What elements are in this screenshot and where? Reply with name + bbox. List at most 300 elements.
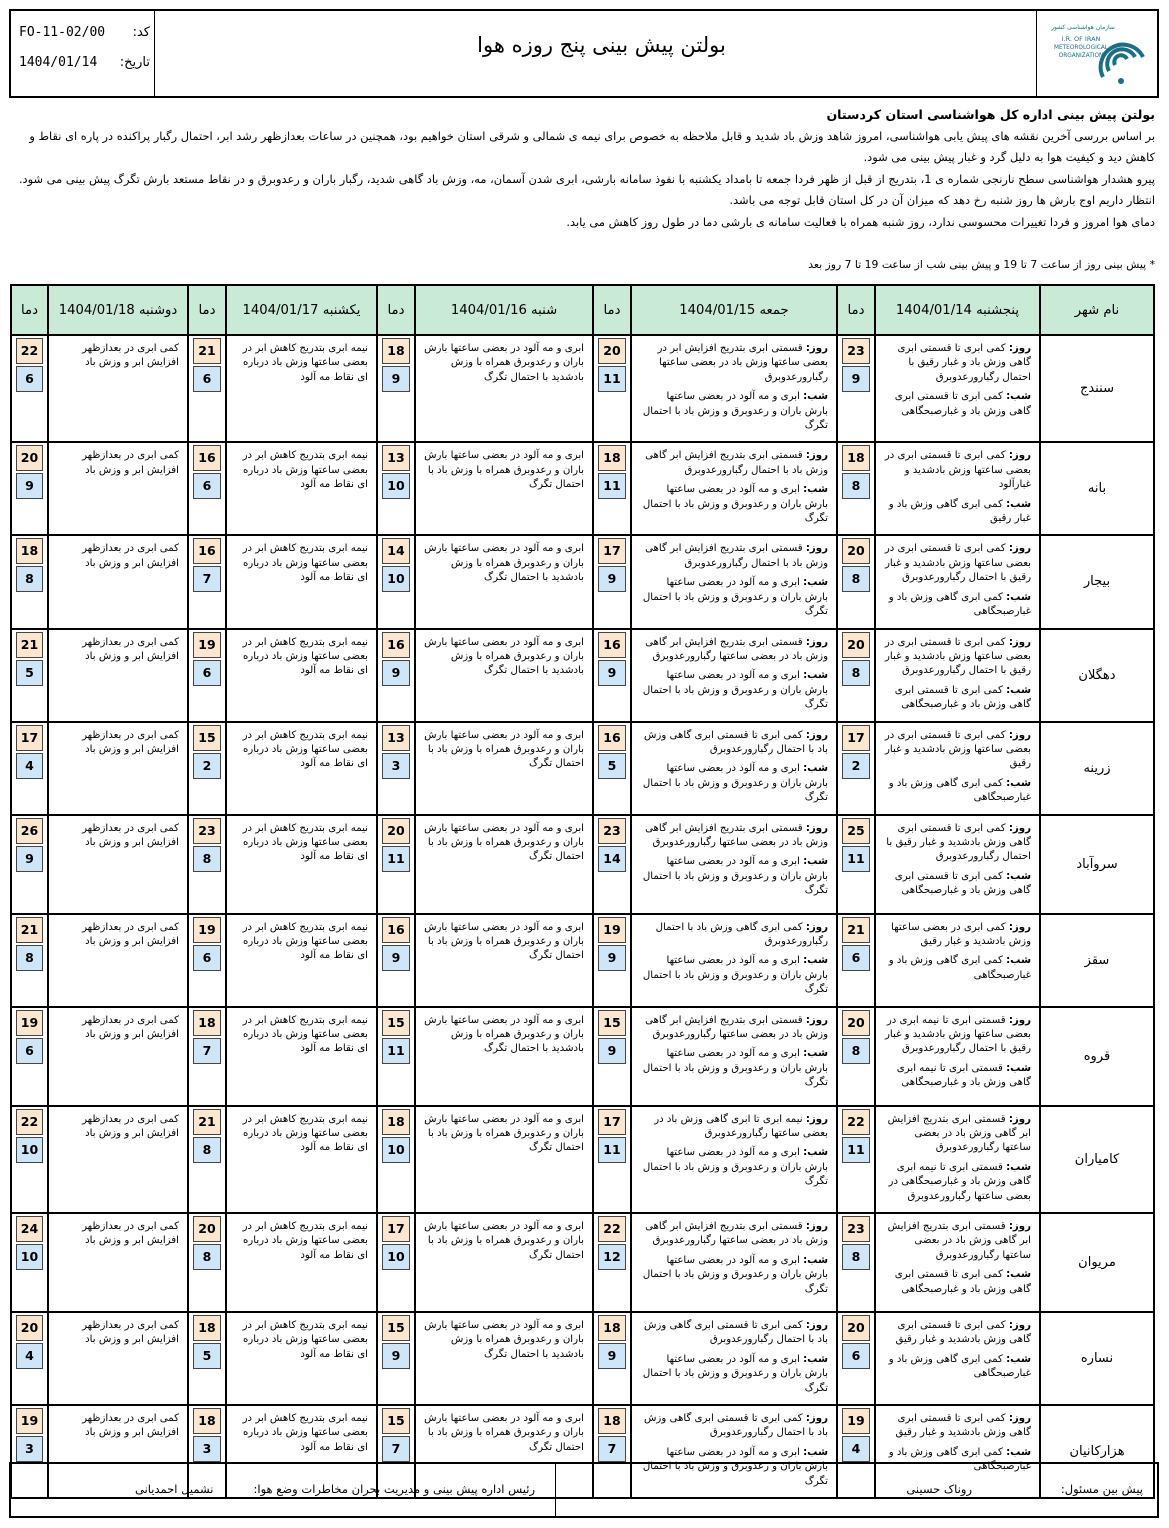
- max-temp: 18: [16, 538, 43, 564]
- svg-text:I.R. OF IRAN: I.R. OF IRAN: [1061, 35, 1101, 43]
- night-forecast-text: کمی ابری گاهی وزش باد و غبارصبحگاهی: [888, 1446, 1031, 1473]
- min-temp: 9: [16, 846, 43, 872]
- forecast-text: نیمه ابری بتدریج کاهش ابر در بعضی ساعتها وزش باد درباره ای نقاط مه آلود: [242, 1413, 368, 1453]
- table-row: [11, 442, 1154, 535]
- temp-cell: [11, 722, 48, 815]
- night-label: شب:: [803, 484, 828, 496]
- max-temp: 22: [16, 1109, 43, 1135]
- day-forecast: [640, 1014, 828, 1043]
- table-row: [11, 335, 1154, 442]
- forecast-cell: [875, 815, 1040, 914]
- temp-cell: [377, 1007, 415, 1106]
- min-temp: 11: [598, 1137, 626, 1163]
- night-label: شب:: [803, 1353, 828, 1365]
- temp-cell: [188, 815, 226, 914]
- forecast-cell: [226, 442, 377, 535]
- date-value: 1404/01/14: [19, 55, 98, 70]
- forecast-text: کمی ابری در بعدازظهر افزایش ابر و وزش باد: [82, 1320, 179, 1346]
- min-temp: 11: [842, 846, 870, 872]
- day-forecast-text: قسمتی ابری بتدریج افزایش ابر در بعضی ساعتها وزش باد در بعضی ساعتها رگبارورعدوبرق: [657, 343, 828, 383]
- min-temp: 9: [382, 1343, 410, 1369]
- day-forecast-text: کمی ابری در بعضی ساعتها وزش بادشدید و غبار رقیق: [891, 921, 1031, 947]
- forecast-cell: [415, 535, 593, 628]
- city-name: مریوان: [1040, 1213, 1154, 1312]
- night-forecast: [884, 684, 1031, 713]
- min-temp: 2: [193, 753, 221, 779]
- day-label: روز:: [805, 921, 828, 933]
- temp-cell: [377, 1312, 415, 1405]
- day-label: روز:: [1008, 1014, 1031, 1026]
- forecast-cell: [631, 442, 837, 535]
- city-name: بانه: [1040, 442, 1154, 535]
- forecast-cell: [226, 1106, 377, 1213]
- max-temp: 21: [193, 338, 221, 364]
- min-temp: 3: [193, 1436, 221, 1462]
- night-forecast-text: ابری و مه آلود در بعضی ساعتها بارش باران و رعدوبرق و وزش باد با احتمال تگرگ: [642, 391, 828, 432]
- city-name: دهگلان: [1040, 629, 1154, 722]
- max-temp: 23: [842, 1216, 870, 1242]
- city-column-header: نام شهر: [1040, 285, 1154, 335]
- max-temp: 17: [382, 1216, 410, 1242]
- min-temp: 10: [382, 566, 410, 592]
- svg-text:METEOROLOGICAL: METEOROLOGICAL: [1053, 45, 1109, 51]
- day-column-header: دوشنبه 1404/01/18: [48, 285, 188, 335]
- night-forecast-text: ابری و مه آلود در بعضی ساعتها بارش باران و رعدوبرق و وزش باد با احتمال تگرگ: [642, 670, 828, 711]
- max-temp: 19: [16, 1408, 43, 1434]
- night-label: شب:: [1006, 955, 1031, 967]
- forecast-text: کمی ابری در بعدازظهر افزایش ابر و وزش باد: [82, 822, 179, 848]
- max-temp: 21: [16, 917, 43, 943]
- day-forecast-text: کمی ابری گاهی وزش باد با احتمال رگبارورعدوبرق: [655, 921, 828, 947]
- day-forecast: [640, 542, 828, 571]
- max-temp: 19: [193, 632, 221, 658]
- temp-cell: [593, 629, 631, 722]
- temp-cell: [11, 1106, 48, 1213]
- forecast-cell: [875, 722, 1040, 815]
- forecast-text: ابری و مه آلود در بعضی ساعتها بارش باران و رعدوبرق همراه با وزش باد با احتمال تگرگ: [424, 921, 584, 962]
- night-label: شب:: [803, 1147, 828, 1159]
- night-forecast-text: قسمتی ابری تا نیمه ابری گاهی وزش باد و غبارصبحگاهی: [896, 1062, 1031, 1089]
- day-label: روز:: [1008, 343, 1031, 354]
- forecast-cell: [48, 535, 188, 628]
- forecast-cell: [415, 629, 593, 722]
- forecast-cell: [415, 335, 593, 442]
- day-forecast-text: کمی ابری تا قسمتی ابری گاهی وزش باد با احتمال رگبارورعدوبرق: [643, 1413, 828, 1439]
- forecast-text: نیمه ابری بتدریج کاهش ابر در بعضی ساعتها وزش باد درباره ای نقاط مه آلود: [242, 636, 368, 677]
- table-row: [11, 1213, 1154, 1312]
- temp-cell: [188, 1312, 226, 1405]
- forecast-text: کمی ابری در بعدازظهر افزایش ابر و وزش باد: [82, 343, 179, 369]
- min-temp: 9: [382, 945, 410, 971]
- min-temp: 6: [193, 366, 221, 392]
- min-temp: 11: [382, 846, 410, 872]
- day-forecast-text: کمی ابری تا قسمتی ابری گاهی وزش باد و غبار رقیق با احتمال رگبارورعدوبرق: [897, 343, 1031, 383]
- forecast-cell: [226, 335, 377, 442]
- temp-cell: [11, 442, 48, 535]
- max-temp: 13: [382, 725, 410, 751]
- temp-cell: [593, 1007, 631, 1106]
- forecast-cell: [875, 914, 1040, 1007]
- min-temp: 6: [842, 1343, 870, 1369]
- min-temp: 11: [598, 473, 626, 499]
- day-label: روز:: [805, 1413, 828, 1425]
- day-label: روز:: [805, 1014, 828, 1026]
- max-temp: 18: [193, 1010, 221, 1036]
- day-forecast-text: کمی ابری تا قسمتی ابری گاهی وزش باد با احتمال رگبارورعدوبرق: [643, 1320, 828, 1346]
- temp-cell: [837, 722, 875, 815]
- min-temp: 9: [382, 366, 410, 392]
- temp-cell: [837, 815, 875, 914]
- min-temp: 10: [16, 1137, 43, 1163]
- min-temp: 9: [598, 566, 626, 592]
- min-temp: 6: [16, 1038, 43, 1064]
- night-forecast-text: ابری و مه آلود در بعضی ساعتها بارش باران و رعدوبرق و وزش باد با احتمال تگرگ: [642, 955, 828, 996]
- day-forecast: [884, 1220, 1031, 1263]
- day-forecast: [640, 1412, 828, 1441]
- night-forecast: [884, 870, 1031, 899]
- day-label: روز:: [805, 822, 828, 834]
- intro-paragraph: دمای هوا امروز و فردا تغییرات محسوسی ندارد، روز شنبه همراه با فعالیت سامانه ی بارشی دما در طول روز کاهش می یابد.: [566, 214, 1155, 229]
- day-column-header: شنبه 1404/01/16: [415, 285, 593, 335]
- day-forecast: [640, 1319, 828, 1348]
- day-forecast: [640, 342, 828, 385]
- forecast-text: کمی ابری در بعدازظهر افزایش ابر و وزش باد: [82, 543, 179, 569]
- temp-cell: [11, 815, 48, 914]
- temp-cell: [593, 914, 631, 1007]
- night-label: شب:: [1006, 870, 1031, 882]
- max-temp: 17: [16, 725, 43, 751]
- temp-cell: [593, 1106, 631, 1213]
- day-forecast-text: کمی ابری تا قسمتی ابری در بعضی ساعتها وزش بادشدید و غبارآلود: [884, 450, 1031, 491]
- forecast-cell: [48, 335, 188, 442]
- max-temp: 16: [598, 632, 626, 658]
- night-label: شب:: [803, 955, 828, 967]
- day-forecast-text: قسمتی ابری بتدریج افزایش ابر گاهی وزش باد در بعضی ساعتها رگبارورعدوبرق: [887, 1113, 1031, 1154]
- temp-cell: [188, 914, 226, 1007]
- document-meta: [11, 11, 156, 96]
- max-temp: 22: [598, 1216, 626, 1242]
- forecast-cell: [226, 914, 377, 1007]
- day-forecast: [884, 1319, 1031, 1348]
- night-forecast: [640, 855, 828, 898]
- min-temp: 8: [16, 945, 43, 971]
- min-temp: 8: [842, 1038, 870, 1064]
- forecast-cell: [875, 1213, 1040, 1312]
- night-forecast-text: کمی ابری تا قسمتی ابری گاهی وزش باد و غبارصبحگاهی: [894, 1269, 1031, 1295]
- night-forecast-text: ابری و مه آلود در بعضی ساعتها بارش باران و رعدوبرق و وزش باد با احتمال تگرگ: [642, 1353, 828, 1394]
- temp-cell: [11, 629, 48, 722]
- svg-text:ORGANIZATION: ORGANIZATION: [1058, 53, 1104, 59]
- max-temp: 15: [382, 1010, 410, 1036]
- min-temp: 6: [16, 366, 43, 392]
- night-forecast-text: کمی ابری تا قسمتی ابری گاهی وزش باد و غبارصبحگاهی: [894, 870, 1031, 897]
- forecast-cell: [415, 1213, 593, 1312]
- max-temp: 18: [193, 1315, 221, 1341]
- day-forecast: [884, 729, 1031, 772]
- forecast-text: ابری و مه آلود در بعضی ساعتها بارش باران و رعدوبرق همراه با وزش بادشدید با احتمال تگرگ: [424, 1014, 584, 1055]
- max-temp: 18: [598, 445, 626, 471]
- max-temp: 20: [382, 818, 410, 844]
- min-temp: 12: [598, 1244, 626, 1270]
- forecast-text: کمی ابری در بعدازظهر افزایش ابر و وزش باد: [82, 1113, 179, 1139]
- forecast-cell: [226, 722, 377, 815]
- forecast-text: نیمه ابری بتدریج کاهش ابر در بعضی ساعتها وزش باد درباره ای نقاط مه آلود: [242, 543, 368, 584]
- forecast-cell: [226, 535, 377, 628]
- min-temp: 10: [382, 1244, 410, 1270]
- city-name: سروآباد: [1040, 815, 1154, 914]
- forecast-text: ابری و مه آلود در بعضی ساعتها بارش باران و رعدوبرق همراه با وزش باد با احتمال تگرگ: [424, 729, 584, 770]
- max-temp: 21: [16, 632, 43, 658]
- temp-cell: [593, 335, 631, 442]
- temp-cell: [837, 335, 875, 442]
- max-temp: 22: [842, 1109, 870, 1135]
- temp-cell: [837, 1007, 875, 1106]
- temp-cell: [377, 1106, 415, 1213]
- day-label: روز:: [1008, 1413, 1031, 1425]
- min-temp: 11: [382, 1038, 410, 1064]
- max-temp: 16: [598, 725, 626, 751]
- day-label: روز:: [1008, 1113, 1031, 1125]
- forecast-cell: [48, 815, 188, 914]
- day-forecast-text: نیمه ابری تا ابری گاهی وزش باد در بعضی ساعتها رگبارورعدوبرق: [654, 1113, 828, 1139]
- temp-column-header: دما: [188, 285, 226, 335]
- forecast-text: ابری و مه آلود در بعضی ساعتها بارش باران و رعدوبرق همراه با وزش بادشدید با احتمال تگرگ: [424, 543, 584, 584]
- forecast-text: ابری و مه آلود در بعضی ساعتها بارش باران و رعدوبرق همراه با وزش بادشدید با احتمال تگرگ: [424, 343, 584, 383]
- night-forecast-text: ابری و مه آلود در بعضی ساعتها بارش باران و رعدوبرق و وزش باد با احتمال تگرگ: [642, 1254, 828, 1295]
- min-temp: 4: [16, 1343, 43, 1369]
- min-temp: 9: [842, 366, 870, 392]
- forecast-cell: [631, 1312, 837, 1405]
- forecast-text: کمی ابری در بعدازظهر افزایش ابر و وزش باد: [82, 450, 179, 476]
- day-forecast-text: قسمتی ابری بتدریج افزایش ابر گاهی وزش باد با احتمال رگبارورعدوبرق: [645, 543, 828, 569]
- temp-cell: [837, 1213, 875, 1312]
- day-forecast-text: کمی ابری تا قسمتی ابری گاهی وزش بادشدید و غبار رقیق: [895, 1320, 1031, 1346]
- forecast-cell: [226, 1312, 377, 1405]
- temp-cell: [377, 629, 415, 722]
- table-row: [11, 1312, 1154, 1405]
- forecast-text: نیمه ابری بتدریج کاهش ابر در بعضی ساعتها وزش باد درباره ای نقاط مه آلود: [242, 343, 368, 383]
- min-temp: 9: [16, 473, 43, 499]
- min-temp: 8: [16, 566, 43, 592]
- night-label: شب:: [803, 391, 828, 403]
- min-temp: 3: [382, 753, 410, 779]
- min-temp: 9: [598, 945, 626, 971]
- day-label: روز:: [1008, 1320, 1031, 1332]
- day-forecast-text: کمی ابری تا قسمتی ابری گاهی وزش بادشدید و غبار رقیق با احتمال رگبارورعدوبرق: [886, 822, 1031, 863]
- max-temp: 19: [598, 917, 626, 943]
- day-forecast-text: کمی ابری تا قسمتی ابری گاهی وزش بادشدید و غبار رقیق: [895, 1413, 1031, 1439]
- day-forecast-text: قسمتی ابری بتدریج افزایش ابر گاهی وزش باد در بعضی ساعتها رگبارورعدوبرق: [645, 822, 828, 848]
- forecast-cell: [48, 1007, 188, 1106]
- night-forecast: [884, 954, 1031, 983]
- night-forecast-text: ابری و مه آلود در بعضی ساعتها بارش باران و رعدوبرق و وزش باد با احتمال تگرگ: [642, 1048, 828, 1089]
- temp-cell: [377, 722, 415, 815]
- min-temp: 5: [598, 753, 626, 779]
- min-temp: 8: [193, 846, 221, 872]
- day-forecast: [884, 542, 1031, 585]
- city-name: بیجار: [1040, 535, 1154, 628]
- forecast-cell: [226, 1213, 377, 1312]
- forecast-cell: [875, 1007, 1040, 1106]
- min-temp: 11: [598, 366, 626, 392]
- night-forecast: [884, 1062, 1031, 1091]
- min-temp: 7: [382, 1436, 410, 1462]
- forecast-text: نیمه ابری بتدریج کاهش ابر در بعضی ساعتها وزش باد درباره ای نقاط مه آلود: [242, 1221, 368, 1261]
- day-column-header: پنجشنبه 1404/01/14: [875, 285, 1040, 335]
- max-temp: 15: [382, 1408, 410, 1434]
- max-temp: 16: [382, 917, 410, 943]
- temp-column-header: دما: [593, 285, 631, 335]
- max-temp: 18: [193, 1408, 221, 1434]
- temp-cell: [11, 1312, 48, 1405]
- day-forecast-text: کمی ابری تا قسمتی ابری در بعضی ساعتها وزش بادشدید و غبار رقیق با احتمال رگبارورعدوبرق: [884, 543, 1031, 584]
- min-temp: 5: [16, 660, 43, 686]
- min-temp: 4: [16, 753, 43, 779]
- night-label: شب:: [1006, 684, 1031, 696]
- temp-cell: [837, 1106, 875, 1213]
- night-forecast-text: ابری و مه آلود در بعضی ساعتها بارش باران و رعدوبرق و وزش باد با احتمال تگرگ: [642, 1446, 828, 1487]
- forecast-body: [11, 335, 1154, 1498]
- max-temp: 15: [382, 1315, 410, 1341]
- city-name: سنندج: [1040, 335, 1154, 442]
- day-forecast: [884, 449, 1031, 492]
- forecast-cell: [226, 815, 377, 914]
- night-label: شب:: [803, 670, 828, 682]
- min-temp: 7: [598, 1436, 626, 1462]
- temp-column-header: دما: [11, 285, 48, 335]
- forecast-text: ابری و مه آلود در بعضی ساعتها بارش باران و رعدوبرق همراه با وزش باد با احتمال تگرگ: [424, 1221, 584, 1261]
- forecast-text: ابری و مه آلود در بعضی ساعتها بارش باران و رعدوبرق همراه با وزش بادشدید با احتمال تگرگ: [424, 1320, 584, 1360]
- city-name: قروه: [1040, 1007, 1154, 1106]
- temp-column-header: دما: [837, 285, 875, 335]
- day-label: روز:: [1008, 921, 1031, 933]
- forecast-cell: [48, 629, 188, 722]
- forecast-cell: [631, 1213, 837, 1312]
- min-temp: 9: [598, 1038, 626, 1064]
- night-label: شب:: [1006, 1062, 1031, 1074]
- city-name: نساره: [1040, 1312, 1154, 1405]
- night-label: شب:: [1006, 1161, 1031, 1173]
- day-label: روز:: [805, 450, 828, 462]
- day-label: روز:: [1008, 729, 1031, 741]
- day-forecast-text: قسمتی ابری بتدریج افزایش ابر گاهی وزش باد در بعضی ساعتها رگبارورعدوبرق: [645, 636, 828, 662]
- forecast-cell: [415, 1106, 593, 1213]
- forecaster-block: [552, 1464, 1157, 1516]
- temp-cell: [837, 442, 875, 535]
- day-forecast-text: قسمتی ابری تا نیمه ابری در بعضی ساعتها وزش بادشدید و غبار رقیق با احتمال رگبارورعدوبرق: [884, 1014, 1031, 1055]
- forecast-text: نیمه ابری بتدریج کاهش ابر در بعضی ساعتها وزش باد درباره ای نقاط مه آلود: [242, 450, 368, 491]
- forecast-text: نیمه ابری بتدریج کاهش ابر در بعضی ساعتها وزش باد درباره ای نقاط مه آلود: [242, 729, 368, 770]
- max-temp: 17: [842, 725, 870, 751]
- max-temp: 20: [842, 1010, 870, 1036]
- forecast-text: نیمه ابری بتدریج کاهش ابر در بعضی ساعتها وزش باد درباره ای نقاط مه آلود: [242, 822, 368, 863]
- min-temp: 8: [842, 1244, 870, 1270]
- spiral-logo-icon: [1051, 17, 1151, 93]
- forecast-cell: [631, 722, 837, 815]
- forecast-cell: [226, 629, 377, 722]
- night-forecast: [884, 1161, 1031, 1204]
- night-forecast-text: کمی ابری تا قسمتی ابری گاهی وزش باد و غبارصبحگاهی: [894, 391, 1031, 417]
- day-forecast-text: قسمتی ابری بتدریج افزایش ابر گاهی وزش باد در بعضی ساعتها رگبارورعدوبرق: [887, 1221, 1031, 1261]
- min-temp: 10: [382, 1137, 410, 1163]
- night-label: شب:: [803, 577, 828, 589]
- max-temp: 18: [382, 1109, 410, 1135]
- signature-footer: [9, 1462, 1159, 1518]
- table-row: [11, 535, 1154, 628]
- max-temp: 16: [193, 538, 221, 564]
- forecast-cell: [415, 722, 593, 815]
- night-label: شب:: [1006, 591, 1031, 603]
- day-forecast-text: کمی ابری تا قسمتی ابری در بعضی ساعتها وزش بادشدید و غبار رقیق با احتمال رگبارورعدوبرق: [884, 636, 1031, 677]
- day-label: روز:: [1008, 450, 1031, 462]
- temp-cell: [593, 442, 631, 535]
- night-label: شب:: [803, 856, 828, 868]
- intro-heading: بولتن پیش بینی اداره کل هواشناسی استان کردستان: [826, 107, 1155, 122]
- forecast-cell: [631, 535, 837, 628]
- max-temp: 18: [382, 338, 410, 364]
- max-temp: 22: [16, 338, 43, 364]
- day-label: روز:: [805, 1320, 828, 1332]
- forecast-text: ابری و مه آلود در بعضی ساعتها بارش باران و رعدوبرق همراه با وزش باد با احتمال تگرگ: [424, 1413, 584, 1453]
- night-forecast: [884, 1353, 1031, 1382]
- max-temp: 15: [598, 1010, 626, 1036]
- night-forecast: [640, 576, 828, 619]
- night-forecast: [640, 669, 828, 712]
- day-forecast: [884, 342, 1031, 385]
- day-forecast-text: قسمتی ابری بتدریج افزایش ابر گاهی وزش باد در بعضی ساعتها رگبارورعدوبرق: [645, 1221, 828, 1247]
- max-temp: 14: [382, 538, 410, 564]
- temp-cell: [188, 1213, 226, 1312]
- night-label: شب:: [1006, 1353, 1031, 1365]
- night-label: شب:: [1006, 498, 1031, 510]
- max-temp: 19: [842, 1408, 870, 1434]
- forecast-cell: [875, 442, 1040, 535]
- temp-cell: [593, 535, 631, 628]
- day-label: روز:: [805, 343, 828, 354]
- day-forecast: [640, 729, 828, 758]
- temp-cell: [377, 914, 415, 1007]
- night-forecast: [884, 498, 1031, 527]
- day-forecast: [640, 1220, 828, 1249]
- table-row: [11, 722, 1154, 815]
- max-temp: 15: [193, 725, 221, 751]
- min-temp: 11: [842, 1137, 870, 1163]
- min-temp: 5: [193, 1343, 221, 1369]
- day-forecast: [640, 636, 828, 665]
- night-forecast-text: کمی ابری گاهی وزش باد و غبارصبحگاهی: [888, 955, 1031, 981]
- night-forecast: [640, 762, 828, 805]
- forecast-cell: [48, 1106, 188, 1213]
- max-temp: 19: [16, 1010, 43, 1036]
- max-temp: 17: [598, 1109, 626, 1135]
- min-temp: 6: [842, 945, 870, 971]
- temp-cell: [188, 629, 226, 722]
- night-forecast-text: کمی ابری گاهی وزش باد و غبار رقیق: [888, 498, 1031, 525]
- day-forecast: [884, 921, 1031, 950]
- max-temp: 16: [382, 632, 410, 658]
- day-label: روز:: [1008, 543, 1031, 555]
- temp-cell: [593, 815, 631, 914]
- forecast-text: کمی ابری در بعدازظهر افزایش ابر و وزش باد: [82, 921, 179, 947]
- forecast-text: ابری و مه آلود در بعضی ساعتها بارش باران و رعدوبرق همراه با وزش باد با احتمال تگرگ: [424, 450, 584, 491]
- max-temp: 20: [598, 338, 626, 364]
- temp-cell: [593, 722, 631, 815]
- day-forecast: [884, 636, 1031, 679]
- date-label: تاریخ:: [119, 55, 150, 70]
- code-value: FO-11-02/00: [19, 25, 106, 40]
- min-temp: 8: [842, 473, 870, 499]
- temp-cell: [377, 535, 415, 628]
